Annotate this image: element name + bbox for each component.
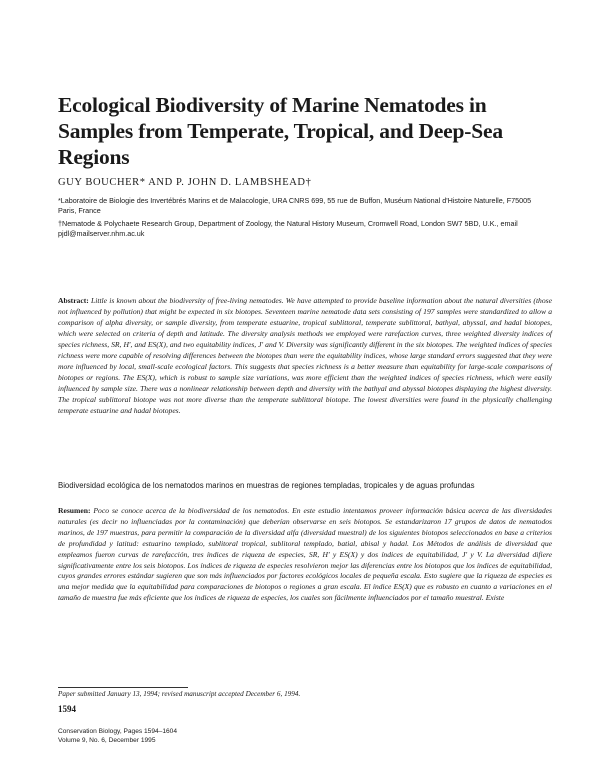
abstract-label: Abstract:	[58, 296, 89, 305]
journal-line-1: Conservation Biology, Pages 1594–1604	[58, 728, 178, 735]
article-title: Ecological Biodiversity of Marine Nematodes in Samples from Temperate, Tropical, and Deep-Sea Regions	[58, 93, 503, 169]
submission-note: Paper submitted January 13, 1994; revised manuscript accepted December 6, 1994.	[58, 690, 301, 698]
footnote-rule	[58, 687, 188, 688]
abstract-text: Little is known about the biodiversity of free-living nematodes. We have attempted to provide baseline information about the natural diversities (those not influenced by pollution) that might be expected in six biotopes. Seventeen marine nematode data sets consisting of 197 samples were standardized to allow a comparison of alpha diversity, or sample diversity, from temperate estuarine, tropical sublittoral, temperate sublittoral, bathyal, abyssal, and hadal biotopes, which were selected on criteria of depth and latitude. The diversity analysis methods we employed were rarefaction curves, three weighted diversity indices of species richness, SR, H', and ES(X), and two equitability indices, J' and V. Diversity was significantly different in the six biotopes. The weighted indices of species richness were more capable of resolving differences between the biotopes than were the equitability indices, whose large standard errors suggested that they were more influenced by local, small-scale ecological factors. This suggests that species richness is a better measure than equitability for large-scale comparisons of biotopes or regions. The ES(X), which is robust to sample size variations, was more efficient than the weighted indices of species richness, which were easily influenced by sample size. There was a nonlinear relationship between depth and diversity with the bathyal and abyssal biotopes displaying the highest diversity. The tropical sublittoral biotope was not more diverse than the temperate sublittoral biotope. The lowest diversities were found in the physically challenging temperate estuarine and hadal biotopes.	[58, 296, 552, 415]
page-number: 1594	[58, 704, 76, 714]
affiliation-1: *Laboratoire de Biologie des Invertébrés Marins et de Malacologie, URA CNRS 699, 55 rue de Buffon, Muséum National d'Histoire Naturelle, F75005 Paris, France	[58, 196, 532, 215]
author-line: GUY BOUCHER* AND P. JOHN D. LAMBSHEAD†	[58, 177, 312, 188]
spanish-title: Biodiversidad ecológica de los nematodos marinos en muestras de regiones templadas, tropicales y de aguas profundas	[58, 481, 475, 490]
affiliation-2: †Nematode & Polychaete Research Group, Department of Zoology, the Natural History Museum, Cromwell Road, London SW7 5BD, U.K., email pjdl@mailserver.nhm.ac.uk	[58, 219, 518, 238]
abstract	[58, 296, 552, 416]
resumen-label: Resumen:	[58, 506, 91, 515]
journal-line-2: Volume 9, No. 6, December 1995	[58, 737, 156, 744]
resumen-text: Poco se conoce acerca de la biodiversidad de los nematodos. En este estudio intentamos proveer información básica acerca de las diversidades naturales (es decir no influenciadas por la contaminación) que deberían observarse en seis biotopos. Se estandarizaron 17 grupos de datos de nematodos marinos, de 197 muestras, para permitir la comparación de la diversidad alfa (diversidad muestral) de los siguientes biotopos seleccionados en base a criterios de profundidad y latitud: estuarino templado, sublitoral tropical, sublitoral templado, batial, abisal y hadal. Los Métodos de análisis de diversidad que empleamos fueron curvas de rarefacción, tres índices de riqueza de especies, SR, H' y ES(X) y dos índices de equitabilidad, J' y V. La diversidad difiere significativamente entre los seis biotopos. Los índices de riqueza de especies resolvieron mejor las diferencias entre los biotopos que los índices de equitabilidad, cuyos grandes errores estándar sugieren que son más influenciados por factores ecológicos locales de pequeña escala. Esto sugiere que la riqueza de especies es una mejor medida que la equitabilidad para comparaciones de biotopos o regiones a gran escala. El índice ES(X) que es robusto en cuanto a variaciones en el tamaño de muestra fue más eficiente que los índices de riqueza de especies, los cuales son fácilmente influenciados por el tamaño muestral. Existe	[58, 506, 552, 603]
resumen	[58, 506, 552, 604]
journal-citation	[58, 727, 358, 745]
